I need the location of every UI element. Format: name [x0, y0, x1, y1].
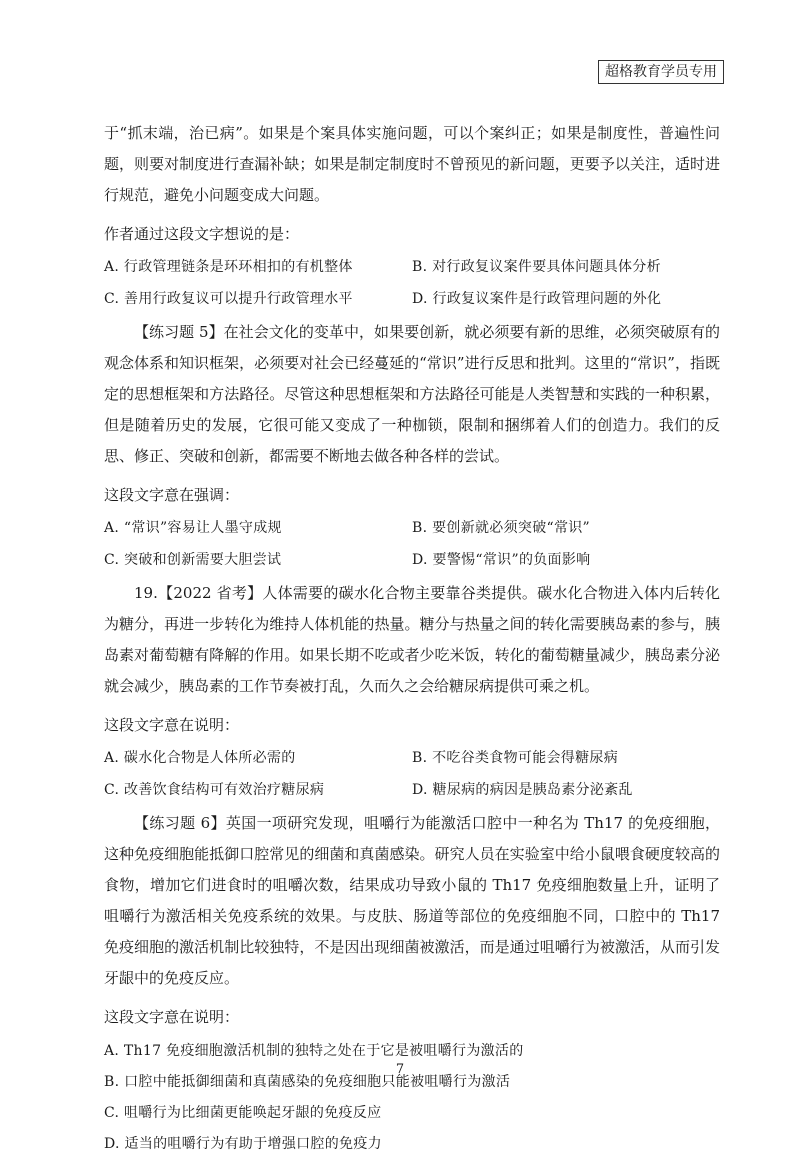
- option-a: A. Th17 免疫细胞激活机制的独特之处在于它是被咀嚼行为激活的: [104, 1043, 524, 1059]
- option-d: D. 行政复议案件是行政管理问题的外化: [412, 291, 662, 307]
- exercise-6-passage: 【练习题 6】英国一项研究发现，咀嚼行为能激活口腔中一种名为 Th17 的免疫细胞，这种免疫细胞能抵御口腔常见的细菌和真菌感染。研究人员在实验室中给小鼠喂食硬度较高的食物，增加它们进食时的咀嚼次数，结果成功导致小鼠的 Th17 免疫细胞数量上升，证明了咀嚼行为激活相关免疫系统的效果。与皮肤、肠道等部位的免疫细胞不同，口腔中的 Th17 免疫细胞的激活机制比较独特，不是因出现细菌被激活，而是通过咀嚼行为被激活，从而引发牙龈中的免疫反应。: [104, 814, 720, 987]
- continued-paragraph: 于“抓末端，治已病”。如果是个案具体实施问题，可以个案纠正；如果是制度性，普遍性问题，则要对制度进行查漏补缺；如果是制定制度时不曾预见的新问题，更要予以关注，适时进行规范，避免小问题变成大问题。: [104, 124, 720, 204]
- options-list: [104, 1036, 720, 1160]
- option-d: D. 要警惕“常识”的负面影响: [412, 552, 591, 568]
- options-grid: [104, 514, 720, 574]
- header-tag: 超格教育学员专用: [598, 60, 724, 84]
- question-prompt: 这段文字意在强调：: [104, 486, 240, 504]
- option-b: B. 不吃谷类食物可能会得糖尿病: [412, 750, 618, 766]
- options-grid: [104, 744, 720, 804]
- option-b: B. 口腔中能抵御细菌和真菌感染的免疫细胞只能被咀嚼行为激活: [104, 1074, 511, 1090]
- option-c: C. 咀嚼行为比细菌更能唤起牙龈的免疫反应: [104, 1105, 382, 1121]
- page-content: [104, 118, 720, 1164]
- question-prompt: 这段文字意在说明：: [104, 1008, 240, 1026]
- option-c: C. 改善饮食结构可有效治疗糖尿病: [104, 782, 325, 798]
- question-19-passage: 19.【2022 省考】人体需要的碳水化合物主要靠谷类提供。碳水化合物进入体内后转化为糖分，再进一步转化为维持人体机能的热量。糖分与热量之间的转化需要胰岛素的参与，胰岛素对葡萄糖有降解的作用。如果长期不吃或者少吃米饭，转化的葡萄糖量减少，胰岛素分泌就会减少，胰岛素的工作节奏被打乱，久而久之会给糖尿病提供可乘之机。: [104, 584, 720, 695]
- option-a: A. 碳水化合物是人体所必需的: [104, 750, 296, 766]
- options-grid: [104, 253, 720, 313]
- option-b: B. 要创新就必须突破“常识”: [412, 520, 591, 536]
- option-c: C. 善用行政复议可以提升行政管理水平: [104, 291, 353, 307]
- page-number: 7: [395, 1062, 405, 1077]
- question-prompt: 作者通过这段文字想说的是：: [104, 225, 300, 243]
- option-a: A. “常识”容易让人墨守成规: [104, 520, 282, 536]
- option-d: D. 适当的咀嚼行为有助于增强口腔的免疫力: [104, 1136, 382, 1152]
- option-c: C. 突破和创新需要大胆尝试: [104, 552, 282, 568]
- exercise-5-passage: 【练习题 5】在社会文化的变革中，如果要创新，就必须要有新的思维，必须突破原有的观念体系和知识框架，必须要对社会已经蔓延的“常识”进行反思和批判。这里的“常识”，指既定的思想框架和方法路径。尽管这种思想框架和方法路径可能是人类智慧和实践的一种积累，但是随着历史的发展，它很可能又变成了一种枷锁，限制和捆绑着人们的创造力。我们的反思、修正、突破和创新，都需要不断地去做各种各样的尝试。: [104, 323, 720, 465]
- option-d: D. 糖尿病的病因是胰岛素分泌紊乱: [412, 782, 633, 798]
- option-a: A. 行政管理链条是环环相扣的有机整体: [104, 259, 353, 275]
- option-b: B. 对行政复议案件要具体问题具体分析: [412, 259, 661, 275]
- question-prompt: 这段文字意在说明：: [104, 716, 240, 734]
